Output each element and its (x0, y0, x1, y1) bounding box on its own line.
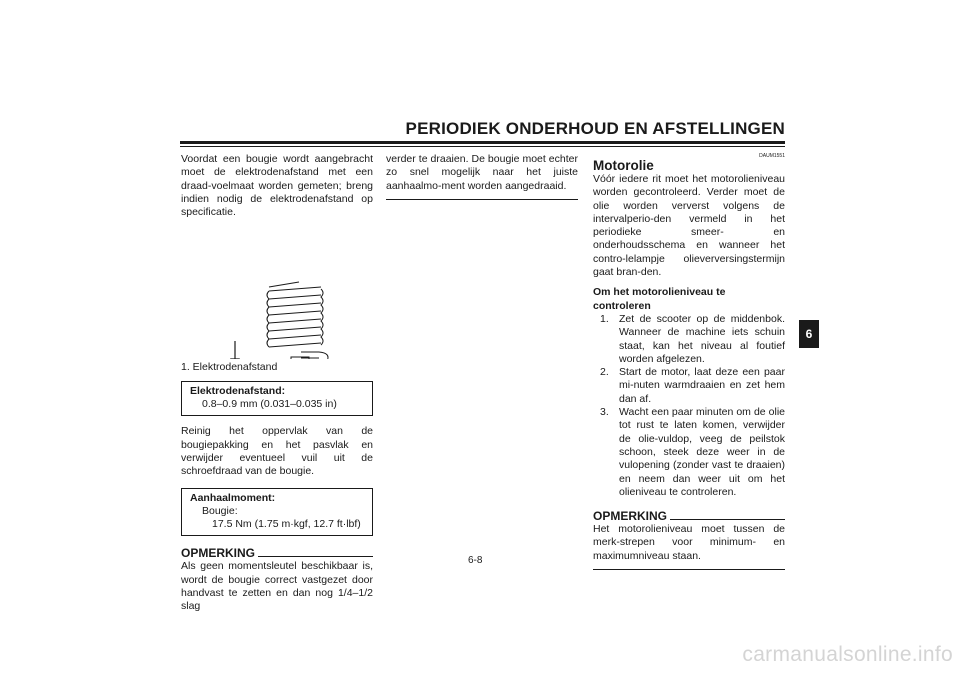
note-label: OPMERKING (593, 509, 668, 524)
figure-caption: 1. Elektrodenafstand (181, 361, 278, 374)
note-rule (670, 519, 785, 520)
engine-oil-intro: Vóór iedere rit moet het motorolieniveau worden gecontroleerd. Verder moet de olie worden ververst volgens de intervalperio-den vermeld in het periodieke smeer- en onderhoudsschema en wanneer het contro-lelampje olieverversingstermijn gaat bran-den. (593, 173, 785, 279)
section-title: Motorolie (593, 158, 654, 173)
note-heading (593, 509, 785, 523)
note-text: Als geen momentsleutel beschikbaar is, wordt de bougie correct vastgezet door handvast te zetten en dan nog 1/4–1/2 slag (181, 560, 373, 613)
note-heading (181, 546, 373, 560)
note-text-continued: verder te draaien. De bougie moet echter zo snel mogelijk naar het juiste aanhaalmo-ment worden aangedraaid. (386, 153, 578, 192)
spec-torque-title: Aanhaalmoment: (190, 491, 276, 504)
clean-instructions: Reinig het oppervlak van de bougiepakking en het pasvlak en verwijder eventueel vuil uit de schroefdraad van de bougie. (181, 425, 373, 478)
plug-thread-left (267, 291, 269, 347)
spark-plug-gap-figure (181, 229, 373, 359)
spec-torque-value: 17.5 Nm (1.75 m·kgf, 12.7 ft·lbf) (212, 518, 361, 531)
spec-gap-title: Elektrodenafstand: (190, 384, 286, 397)
note-rule (258, 556, 373, 557)
note-end-rule (593, 569, 785, 570)
page-number: 6-8 (468, 555, 483, 566)
spec-torque-item: Bougie: (202, 504, 238, 517)
step-number: 1. (600, 312, 609, 325)
column-right (593, 153, 785, 570)
step-list (593, 313, 785, 499)
step-item (593, 366, 785, 406)
title-rule-thin (180, 146, 785, 147)
note-end-rule (386, 199, 578, 200)
plug-top-edge (269, 282, 299, 287)
chapter-tab: 6 (799, 320, 819, 348)
plug-thread-right (321, 289, 323, 345)
spec-gap-value: 0.8–0.9 mm (0.031–0.035 in) (202, 398, 337, 411)
note-text: Het motorolieniveau moet tussen de merk-strepen voor minimum- en maximumniveau staan. (593, 523, 785, 562)
step-text: Start de motor, laat deze een paar mi-nuten warmdraaien en zet hem dan af. (619, 366, 785, 405)
step-text: Wacht een paar minuten om de olie tot rust te laten komen, verwijder de olie-vuldop, veeg de peilstok schoon, steek deze weer in de vulopening (zonder vast te draaien) en neem dan weer uit om het olieniveau te controleren. (619, 406, 785, 498)
step-number: 2. (600, 366, 609, 379)
subheading: Om het motorolieniveau te controleren (593, 286, 726, 312)
spark-plug-illustration (181, 229, 373, 359)
watermark: carmanualsonline.info (742, 643, 953, 666)
step-text: Zet de scooter op de middenbok. Wanneer de machine iets schuin staat, kan het niveau al foutief worden afgelezen. (619, 312, 785, 365)
section-code: DAUM1551 (759, 153, 785, 159)
step-item (593, 406, 785, 499)
spec-box-gap (181, 381, 373, 417)
spark-plug-intro: Voordat een bougie wordt aangebracht moet de elektrodenafstand met een draad-voelmaat worden gemeten; breng indien nodig de elektrodenafstand op specificatie. (181, 153, 373, 219)
gap-arrows (231, 341, 239, 359)
page-title: PERIODIEK ONDERHOUD EN AFSTELLINGEN (405, 119, 785, 138)
note-label: OPMERKING (181, 546, 256, 561)
title-rule (180, 141, 785, 144)
column-left (181, 153, 373, 614)
column-middle (386, 153, 578, 200)
step-item (593, 313, 785, 366)
spec-box-torque (181, 488, 373, 537)
step-number: 3. (600, 406, 609, 419)
